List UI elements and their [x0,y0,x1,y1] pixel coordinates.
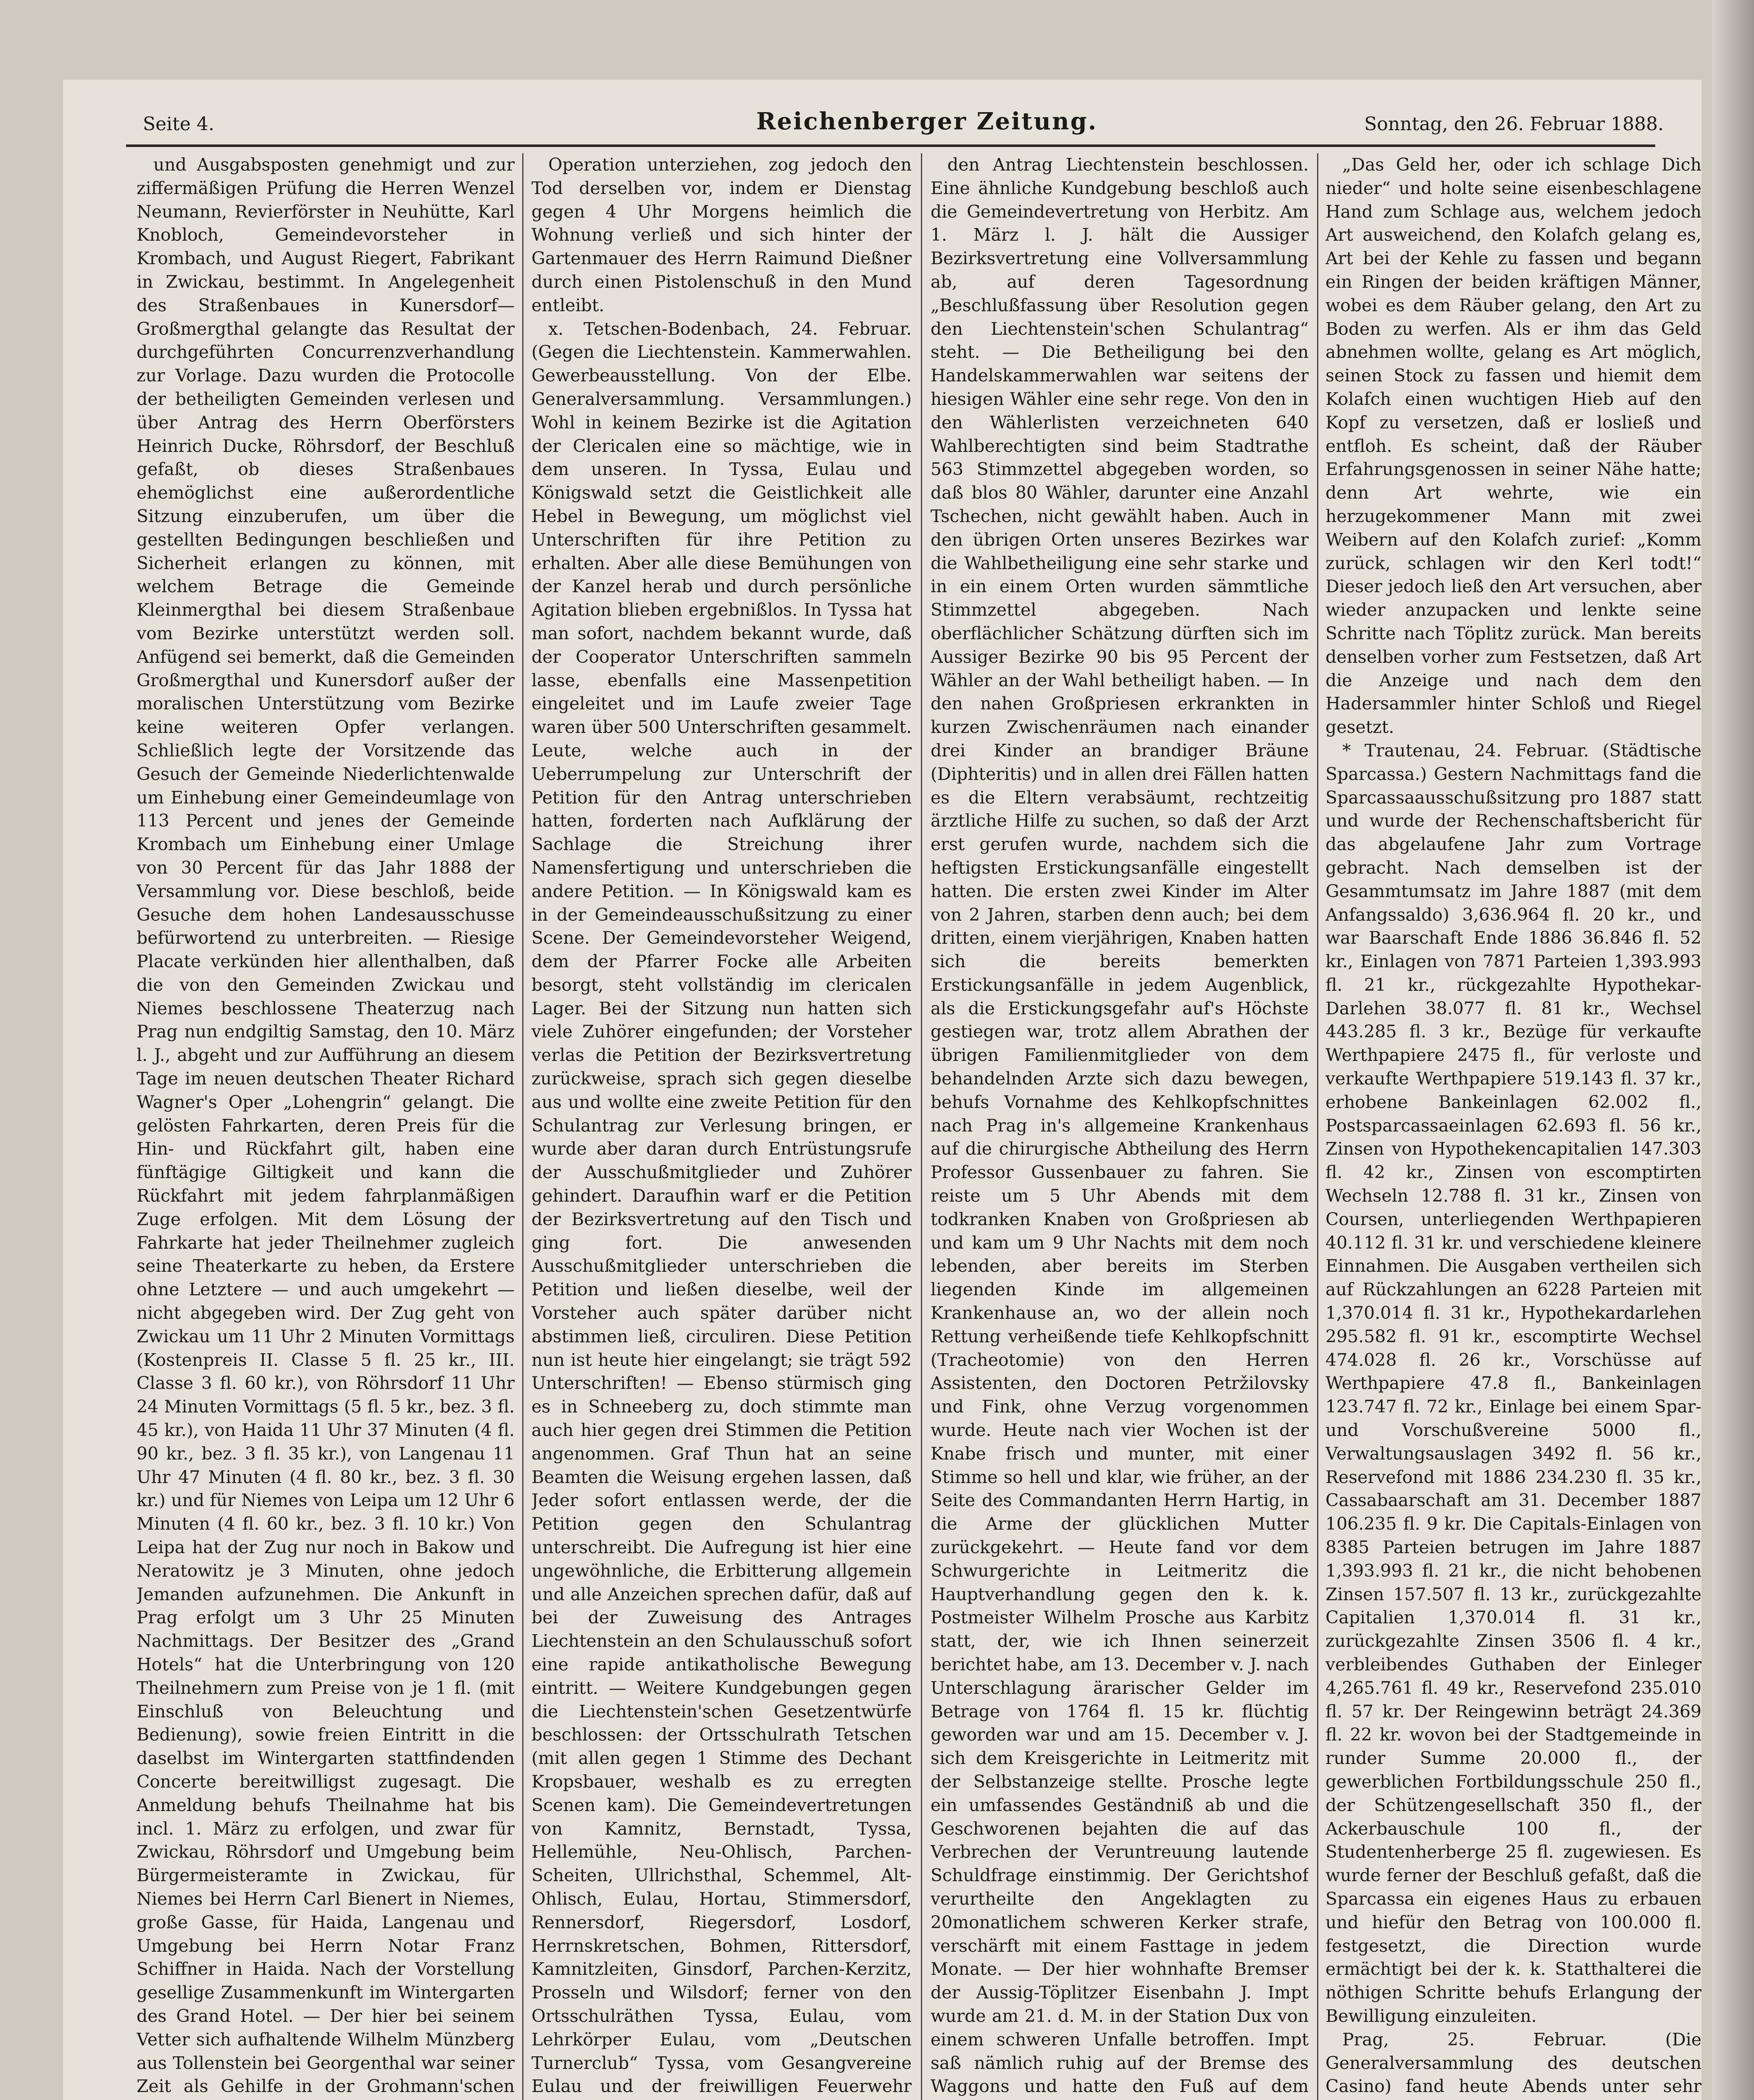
column-1 [137,153,515,2100]
column-divider [1317,153,1318,2100]
article-paragraph: * Trautenau, 24. Februar. (Städtische Sparcassa.) Gestern Nachmittags fand die Sparcassaausschußsitzung pro 1887 statt und wurde der Rechenschaftsbericht für das abgelaufene Jahr zum Vortrage gebracht. Nach demselben ist der Gesammtumsatz im Jahre 1887 (mit dem Anfangssaldo) 3,636.964 fl. 20 kr., und war Baarschaft Ende 1886 36.846 fl. 52 kr., Einlagen von 7871 Parteien 1,393.993 fl. 21 kr., rückgezahlte Hypothekar-Darlehen 38.077 fl. 81 kr., Wechsel 443.285 fl. 3 kr., Bezüge für verkaufte Werthpapiere 2475 fl., für verloste und verkaufte Werthpapiere 519.143 fl. 37 kr., erhobene Bankeinlagen 62.002 fl., Postsparcassaeinlagen 62.693 fl. 56 kr., Zinsen von Hypothekencapitalien 147.303 fl. 42 kr., Zinsen von escomptirten Wechseln 12.788 fl. 31 kr., Zinsen von Coursen, unterliegenden Werthpapieren 40.112 fl. 31 kr. und verschiedene kleinere Einnahmen. Die Ausgaben vertheilen sich auf Rückzahlungen an 6228 Parteien mit 1,370.014 fl. 31 kr., Hypothekardarlehen 295.582 fl. 91 kr., escomptirte Wechsel 474.028 fl. 26 kr., Vorschüsse auf Werthpapiere 47.8 fl., Bankeinlagen 123.747 fl. 72 kr., Einlage bei einem Spar- und Vorschußvereine 5000 fl., Verwaltungsauslagen 3492 fl. 56 kr., Reservefond mit 1886 234.230 fl. 35 kr., Cassabaarschaft am 31. December 1887 106.235 fl. 9 kr. Die Capitals-Einlagen von 8385 Parteien betrugen im Jahre 1887 1,393.993 fl. 21 kr., die nicht behobenen Zinsen 157.507 fl. 13 kr., zurückgezahlte Capitalien 1,370.014 fl. 31 kr., zurückgezahlte Zinsen 3506 fl. 4 kr., verbleibendes Guthaben der Einleger 4,265.761 fl. 49 kr., Reservefond 235.010 fl. 57 kr. Der Reingewinn beträgt 24.369 fl. 22 kr. wovon bei der Stadtgemeinde in runder Summe 20.000 fl., der gewerblichen Fortbildungsschule 250 fl., der Schützengesellschaft 350 fl., der Ackerbauschule 100 fl., der Studentenherberge 25 fl. zugewiesen. Es wurde ferner der Beschluß gefaßt, daß die Sparcassa ein eigenes Haus zu erbauen und hiefür den Betrag von 100.000 fl. festgesetzt, die Direction wurde ermächtigt bei der k. k. Statthalterei die nöthigen Schritte behufs Erlangung der Bewilligung einzuleiten. [1325,740,1701,2026]
issue-date: Sonntag, den 26. Februar 1888. [1364,113,1664,135]
column-divider [522,153,523,2100]
article-paragraph: den Antrag Liechtenstein beschlossen. Eine ähnliche Kundgebung beschloß auch die Gemeindevertretung von Herbitz. Am 1. März l. J. hält die Aussiger Bezirksvertretung eine Vollversammlung ab, auf deren Tagesordnung „Beschlußfassung über Resolution gegen den Liechtenstein'schen Schulantrag“ steht. — Die Betheiligung bei den Handelskammerwahlen war seitens der hiesigen Wähler eine sehr rege. Von den in den Wählerlisten verzeichneten 640 Wahlberechtigten sind beim Stadtrathe 563 Stimmzettel abgegeben worden, so daß blos 80 Wähler, darunter eine Anzahl Tschechen, nicht gewählt haben. Auch in den übrigen Orten unseres Bezirkes war die Wahlbetheiligung eine sehr starke und in ein einem Orten wurden sämmtliche Stimmzettel abgegeben. Nach oberflächlicher Schätzung dürften sich im Aussiger Bezirke 90 bis 95 Percent der Wähler an der Wahl betheiligt haben. — In den nahen Großpriesen erkrankten in kurzen Zwischenräumen nach einander drei Kinder an brandiger Bräune (Diphteritis) und in allen drei Fällen hatten es die Eltern verabsäumt, rechtzeitig ärztliche Hilfe zu suchen, so daß der Arzt erst gerufen wurde, nachdem sich die heftigsten Erstickungsanfälle eingestellt hatten. Die ersten zwei Kinder im Alter von 2 Jahren, starben denn auch; bei dem dritten, einem vierjährigen, Knaben hatten sich die bereits bemerkten Erstickungsanfälle in jedem Augenblick, als die Erstickungsgefahr auf's Höchste gestiegen war, trotz allem Abrathen der übrigen Familienmitglieder von dem behandelnden Arzte sich dazu bewegen, behufs Vornahme des Kehlkopfschnittes nach Prag in's allgemeine Krankenhaus auf die chirurgische Abtheilung des Herrn Professor Gussenbauer zu fahren. Sie reiste um 5 Uhr Abends mit dem todkranken Knaben von Großpriesen ab und kam um 9 Uhr Nachts mit dem noch lebenden, aber bereits im Sterben liegenden Kinde im allgemeinen Krankenhause an, wo der allein noch Rettung verheißende tiefe Kehlkopfschnitt (Tracheotomie) von den Herren Assistenten, den Doctoren Petržilovsky und Fink, ohne Verzug vorgenommen wurde. Heute nach vier Wochen ist der Knabe frisch und munter, mit einer Stimme so hell und klar, wie früher, an der Seite des Commandanten Herrn Hartig, in die Arme der glücklichen Mutter zurückgekehrt. — Heute fand vor dem Schwurgerichte in Leitmeritz die Hauptverhandlung gegen den k. k. Postmeister Wilhelm Prosche aus Karbitz statt, der, wie ich Ihnen seinerzeit berichtet habe, am 13. December v. J. nach Unterschlagung ärarischer Gelder im Betrage von 1764 fl. 15 kr. flüchtig geworden war und am 15. December v. J. sich dem Kreisgerichte in Leitmeritz mit der Selbstanzeige stellte. Prosche legte ein umfassendes Geständniß ab und die Geschworenen bejahten die auf das Verbrechen der Veruntreuung lautende Schuldfrage einstimmig. Der Gerichtshof verurtheilte den Angeklagten zu 20monatlichem schweren Kerker strafe, verschärft mit einem Fasttage in jedem Monate. — Der hier wohnhafte Bremser der Aussig-Töplitzer Eisenbahn J. Impt wurde am 21. d. M. in der Station Dux von einem schweren Unfalle betroffen. Impt saß nämlich ruhig auf der Bremse des Waggons und hatte den Fuß auf dem [931,155,1309,2097]
scan-edge-shadow [1712,0,1754,2100]
article-paragraph: und Ausgabsposten genehmigt und zur ziffermäßigen Prüfung die Herren Wenzel Neumann, Revierförster in Neuhütte, Karl Knobloch, Gemeindevorsteher in Krombach, und August Riegert, Fabrikant in Zwickau, bestimmt. In Angelegenheit des Straßenbaues in Kunersdorf—Großmergthal gelangte das Resultat der durchgeführten Concurrenzverhandlung zur Vorlage. Dazu wurden die Protocolle der betheiligten Gemeinden verlesen und über Antrag des Herrn Oberförsters Heinrich Ducke, Röhrsdorf, der Beschluß gefaßt, ob dieses Straßenbaues ehemöglichst eine außerordentliche Sitzung einzuberufen, um über die gestellten Bedingungen beschließen und Sicherheit erlangen zu können, mit welchem Betrage die Gemeinde Kleinmergthal bei diesem Straßenbaue vom Bezirke unterstützt werden soll. Anfügend sei bemerkt, daß die Gemeinden Großmergthal und Kunersdorf außer der moralischen Unterstützung vom Bezirke keine weiteren Opfer verlangen. Schließlich legte der Vorsitzende das Gesuch der Gemeinde Niederlichtenwalde um Einhebung einer Gemeindeumlage von 113 Percent und jenes der Gemeinde Krombach um Einhebung einer Umlage von 30 Percent für das Jahr 1888 der Versammlung vor. Diese beschloß, beide Gesuche dem hohen Landesausschusse befürwortend zu unterbreiten. — Riesige Placate verkünden hier allenthalben, daß die von den Gemeinden Zwickau und Niemes beschlossene Theaterzug nach Prag nun endgiltig Samstag, den 10. März l. J., abgeht und zur Aufführung an diesem Tage im neuen deutschen Theater Richard Wagner's Oper „Lohengrin“ gelangt. Die gelösten Fahrkarten, deren Preis für die Hin- und Rückfahrt gilt, haben eine fünftägige Giltigkeit und kann die Rückfahrt mit jedem fahrplanmäßigen Zuge erfolgen. Mit dem Lösung der Fahrkarte hat jeder Theilnehmer zugleich seine Theaterkarte zu heben, da Erstere ohne Letztere — und auch umgekehrt — nicht abgegeben wird. Der Zug geht von Zwickau um 11 Uhr 2 Minuten Vormittags (Kostenpreis II. Classe 5 fl. 25 kr., III. Classe 3 fl. 60 kr.), von Röhrsdorf 11 Uhr 24 Minuten Vormittags (5 fl. 5 kr., bez. 3 fl. 45 kr.), von Haida 11 Uhr 37 Minuten (4 fl. 90 kr., bez. 3 fl. 35 kr.), von Langenau 11 Uhr 47 Minuten (4 fl. 80 kr., bez. 3 fl. 30 kr.) und für Niemes von Leipa um 12 Uhr 6 Minuten (4 fl. 60 kr., bez. 3 fl. 10 kr.) Von Leipa hat der Zug nur noch in Bakow und Neratowitz je 3 Minuten, ohne jedoch Jemanden aufzunehmen. Die Ankunft in Prag erfolgt um 3 Uhr 25 Minuten Nachmittags. Der Besitzer des „Grand Hotels“ hat die Unterbringung von 120 Theilnehmern zum Preise von je 1 fl. (mit Einschluß von Beleuchtung und Bedienung), sowie freien Eintritt in die daselbst im Wintergarten stattfindenden Concerte bereitwilligst zugesagt. Die Anmeldung behufs Theilnahme hat bis incl. 1. März zu erfolgen, und zwar für Zwickau, Röhrsdorf und Umgebung beim Bürgermeisteramte in Zwickau, für Niemes bei Herrn Carl Bienert in Niemes, große Gasse, für Haida, Langenau und Umgebung bei Herrn Notar Franz Schiffner in Haida. Nach der Vorstellung gesellige Zusammenkunft im Wintergarten des Grand Hotel. — Der hier bei seinem Vetter sich aufhaltende Wilhelm Münzberg aus Tollenstein bei Georgenthal war seiner Zeit als Gehilfe in der Grohmann'schen [137,155,515,2097]
newspaper-title: Reichenberger Zeitung. [756,108,1098,135]
column-divider [921,153,922,2100]
article-paragraph: x. Tetschen-Bodenbach, 24. Februar. (Gegen die Liechtenstein. Kammerwahlen. Gewerbeausstellung. Von der Elbe. Generalversammlung. Versammlungen.) Wohl in keinem Bezirke ist die Agitation der Clericalen eine so mächtige, wie in dem unseren. In Tyssa, Eulau und Königswald setzt die Geistlichkeit alle Hebel in Bewegung, um möglichst viel Unterschriften für ihre Petition zu erhalten. Aber alle diese Bemühungen von der Kanzel herab und durch persönliche Agitation blieben ergebnißlos. In Tyssa hat man sofort, nachdem bekannt wurde, daß der Cooperator Unterschriften sammeln lasse, ebenfalls eine Massenpetition eingeleitet und im Laufe zweier Tage waren über 500 Unterschriften gesammelt. Leute, welche auch in der Ueberrumpelung zur Unterschrift der Petition für den Antrag unterschrieben hatten, forderten nach Aufklärung der Sachlage die Streichung ihrer Namensfertigung und unterschrieben die andere Petition. — In Königswald kam es in der Gemeindeausschußsitzung zu einer Scene. Der Gemeindevorsteher Weigend, dem der Pfarrer Focke alle Arbeiten besorgt, steht vollständig im clericalen Lager. Bei der Sitzung nun hatten sich viele Zuhörer eingefunden; der Vorsteher verlas die Petition der Bezirksvertretung zurückweise, sprach sich gegen dieselbe aus und wollte eine zweite Petition für den Schulantrag zur Verlesung bringen, er wurde aber daran durch Entrüstungsrufe der Ausschußmitglieder und Zuhörer gehindert. Daraufhin warf er die Petition der Bezirksvertretung auf den Tisch und ging fort. Die anwesenden Ausschußmitglieder unterschrieben die Petition und ließen dieselbe, weil der Vorsteher auch später darüber nicht abstimmen ließ, circuliren. Diese Petition nun ist heute hier eingelangt; sie trägt 592 Unterschriften! — Ebenso stürmisch ging es in Schneeberg zu, doch stimmte man auch hier gegen drei Stimmen die Petition angenommen. Graf Thun hat an seine Beamten die Weisung ergehen lassen, daß Jeder sofort entlassen werde, der die Petition gegen den Schulantrag unterschreibt. Die Aufregung ist hier eine ungewöhnliche, die Erbitterung allgemein und alle Anzeichen sprechen dafür, daß auf bei der Zuweisung des Antrages Liechtenstein an den Schulausschuß sofort eine rapide antikatholische Bewegung eintritt. — Weitere Kundgebungen gegen die Liechtenstein'schen Gesetzentwürfe beschlossen: der Ortsschulrath Tetschen (mit allen gegen 1 Stimme des Dechant Kropsbauer, weshalb es zu erregten Scenen kam). Die Gemeindevertretungen von Kamnitz, Bernstadt, Tyssa, Hellemühle, Neu-Ohlisch, Parchen-Scheiten, Ullrichsthal, Schemmel, Alt-Ohlisch, Eulau, Hortau, Stimmersdorf, Rennersdorf, Riegersdorf, Losdorf, Herrnskretschen, Bohmen, Rittersdorf, Kamnitzleiten, Ginsdorf, Parchen-Kerzitz, Prosseln und Wilsdorf; ferner von den Ortsschulräthen Tyssa, Eulau, vom Lehrkörper Eulau, vom „Deutschen Turnerclub“ Tyssa, vom Gesangvereine Eulau und der freiwilligen Feuerwehr [531,318,912,2097]
article-paragraph: Prag, 25. Februar. (Die Generalversammlung des deutschen Casino) fand heute Abends unter sehr [1325,2029,1701,2097]
column-3 [931,153,1309,2100]
page-number: Seite 4. [143,113,214,135]
header-rule [126,144,1655,147]
article-paragraph: Operation unterziehen, zog jedoch den Tod derselben vor, indem er Dienstag gegen 4 Uhr Morgens heimlich die Wohnung verließ und sich hinter der Gartenmauer des Herrn Raimund Dießner durch einen Pistolenschuß in den Mund entleibt. [531,155,912,315]
article-paragraph: „Das Geld her, oder ich schlage Dich nieder“ und holte seine eisenbeschlagene Hand zum Schlage aus, welchem jedoch Art ausweichend, den Kolafch gelang es, Art bei der Kehle zu fassen und begann ein Ringen der beiden kräftigen Männer, wobei es dem Räuber gelang, den Art zu Boden zu werfen. Als er ihm das Geld abnehmen wollte, gelang es Art möglich, seinen Stock zu fassen und hiemit dem Kolafch einen wuchtigen Hieb auf den Kopf zu versetzen, daß er losließ und entfloh. Es scheint, daß der Räuber Erfahrungsgenossen in seiner Nähe hatte; denn Art wehrte, wie ein herzugekommener Mann mit zwei Weibern auf den Kolafch zurief: „Komm zurück, schlagen wir den Kerl todt!“ Dieser jedoch ließ den Art versuchen, aber wieder anzupacken und lenkte seine Schritte nach Töplitz zurück. Man bereits denselben vorher zum Festsetzen, daß Art die Anzeige und nach dem den Hadersammler hinter Schloß und Riegel gesetzt. [1325,155,1701,738]
column-2 [531,153,912,2100]
column-4 [1325,153,1701,2100]
